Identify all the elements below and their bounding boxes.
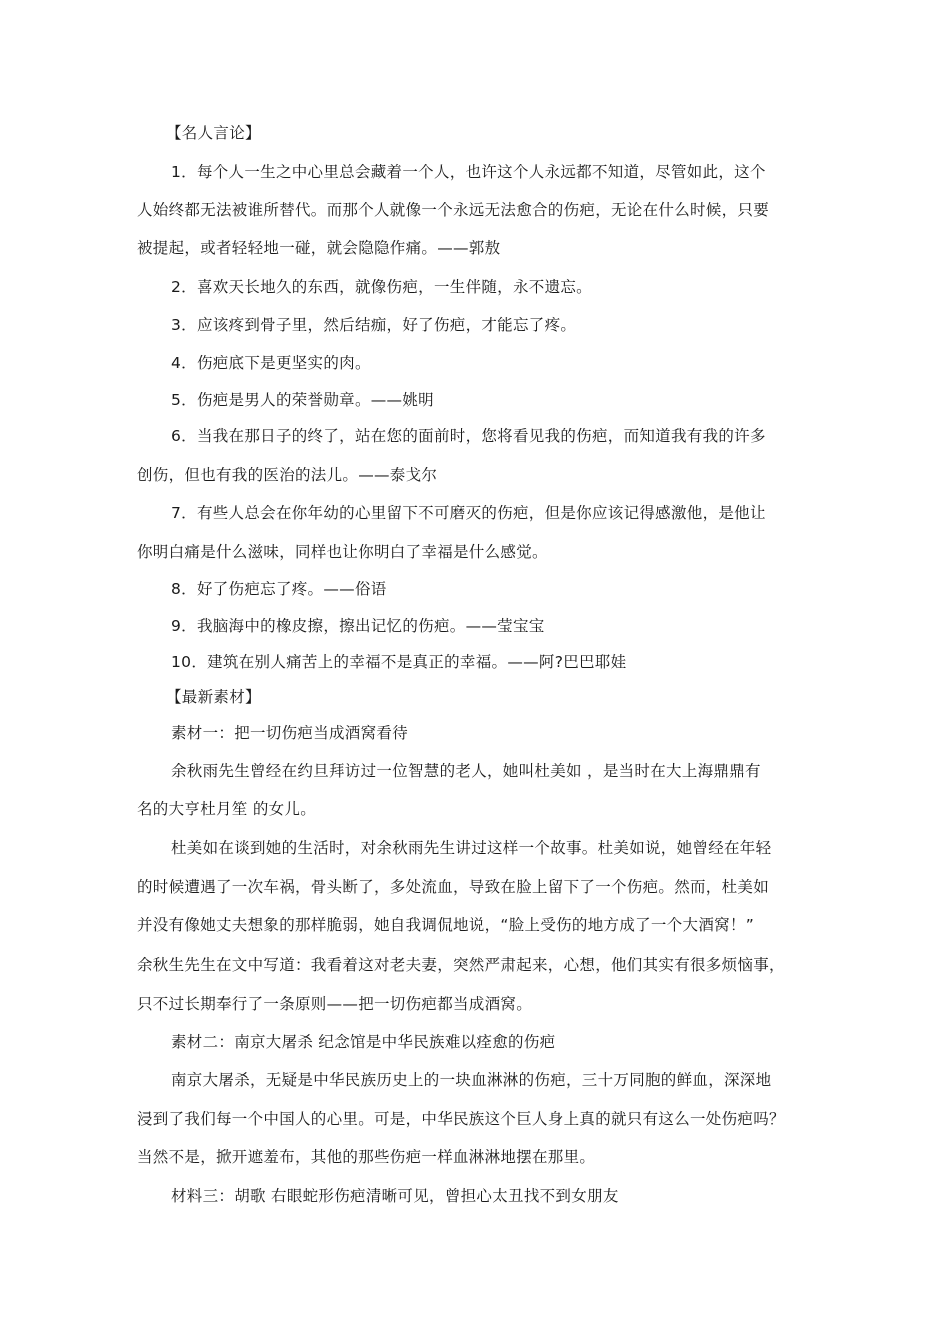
material-2-title: 素材二：南京大屠杀 纪念馆是中华民族难以痊愈的伤疤 [171, 1033, 556, 1051]
quote-5: 5．伤疤是男人的荣誉勋章。——姚明 [171, 391, 434, 409]
quote-9: 9．我脑海中的橡皮擦，擦出记忆的伤疤。——莹宝宝 [171, 617, 545, 635]
quote-1-line-1: 1．每个人一生之中心里总会藏着一个人，也许这个人永远都不知道，尽管如此，这个 [171, 163, 766, 181]
quote-7-line-2: 你明白痛是什么滋味，同样也让你明白了幸福是什么感觉。 [137, 543, 548, 561]
quote-8: 8．好了伤疤忘了疼。——俗语 [171, 580, 387, 598]
material-section-heading: 【最新素材】 [166, 688, 261, 706]
quote-1-line-3: 被提起，或者轻轻地一碰，就会隐隐作痛。——郭敖 [137, 239, 501, 257]
material-1-p2-line-5: 只不过长期奉行了一条原则——把一切伤疤都当成酒窝。 [137, 995, 533, 1013]
quote-6-line-1: 6．当我在那日子的终了，站在您的面前时，您将看见我的伤疤，而知道我有我的许多 [171, 427, 766, 445]
material-1-p2-line-1: 杜美如在谈到她的生活时，对余秋雨先生讲过这样一个故事。杜美如说，她曾经在年轻 [171, 839, 772, 857]
material-2-p1-line-1: 南京大屠杀，无疑是中华民族历史上的一块血淋淋的伤疤，三十万同胞的鲜血，深深地 [171, 1071, 772, 1089]
quote-7-line-1: 7．有些人总会在你年幼的心里留下不可磨灭的伤疤，但是你应该记得感激他，是他让 [171, 504, 766, 522]
material-1-title: 素材一：把一切伤疤当成酒窝看待 [171, 724, 409, 742]
quote-1-line-2: 人始终都无法被谁所替代。而那个人就像一个永远无法愈合的伤疤，无论在什么时候，只要 [137, 201, 770, 219]
quotes-section-heading: 【名人言论】 [166, 124, 261, 142]
material-1-p2-line-2: 的时候遭遇了一次车祸，骨头断了，多处流血，导致在脸上留下了一个伤疤。然而，杜美如 [137, 878, 770, 896]
material-2-p1-line-3: 当然不是，掀开遮羞布，其他的那些伤疤一样血淋淋地摆在那里。 [137, 1148, 596, 1166]
material-2-p1-line-2: 浸到了我们每一个中国人的心里。可是，中华民族这个巨人身上真的就只有这么一处伤疤吗？ [137, 1110, 785, 1128]
material-1-p2-line-4: 余秋生先生在文中写道：我看着这对老夫妻，突然严肃起来，心想，他们其实有很多烦恼事， [137, 956, 785, 974]
quote-10: 10．建筑在别人痛苦上的幸福不是真正的幸福。——阿?巴巴耶娃 [171, 653, 627, 671]
material-1-p1-line-1: 余秋雨先生曾经在约旦拜访过一位智慧的老人，她叫杜美如 ，是当时在大上海鼎鼎有 [171, 762, 761, 780]
quote-6-line-2: 创伤，但也有我的医治的法儿。——泰戈尔 [137, 466, 438, 484]
material-3-title: 材料三：胡歌 右眼蛇形伤疤清晰可见，曾担心太丑找不到女朋友 [171, 1187, 619, 1205]
quote-4: 4．伤疤底下是更坚实的肉。 [171, 354, 371, 372]
quote-2: 2．喜欢天长地久的东西，就像伤疤，一生伴随，永不遗忘。 [171, 278, 592, 296]
material-1-p2-line-3: 并没有像她丈夫想象的那样脆弱，她自我调侃地说，“脸上受伤的地方成了一个大酒窝！” [137, 916, 755, 934]
quote-3: 3．应该疼到骨子里，然后结痂，好了伤疤，才能忘了疼。 [171, 316, 577, 334]
material-1-p1-line-2: 名的大亨杜月笙 的女儿。 [137, 800, 317, 818]
